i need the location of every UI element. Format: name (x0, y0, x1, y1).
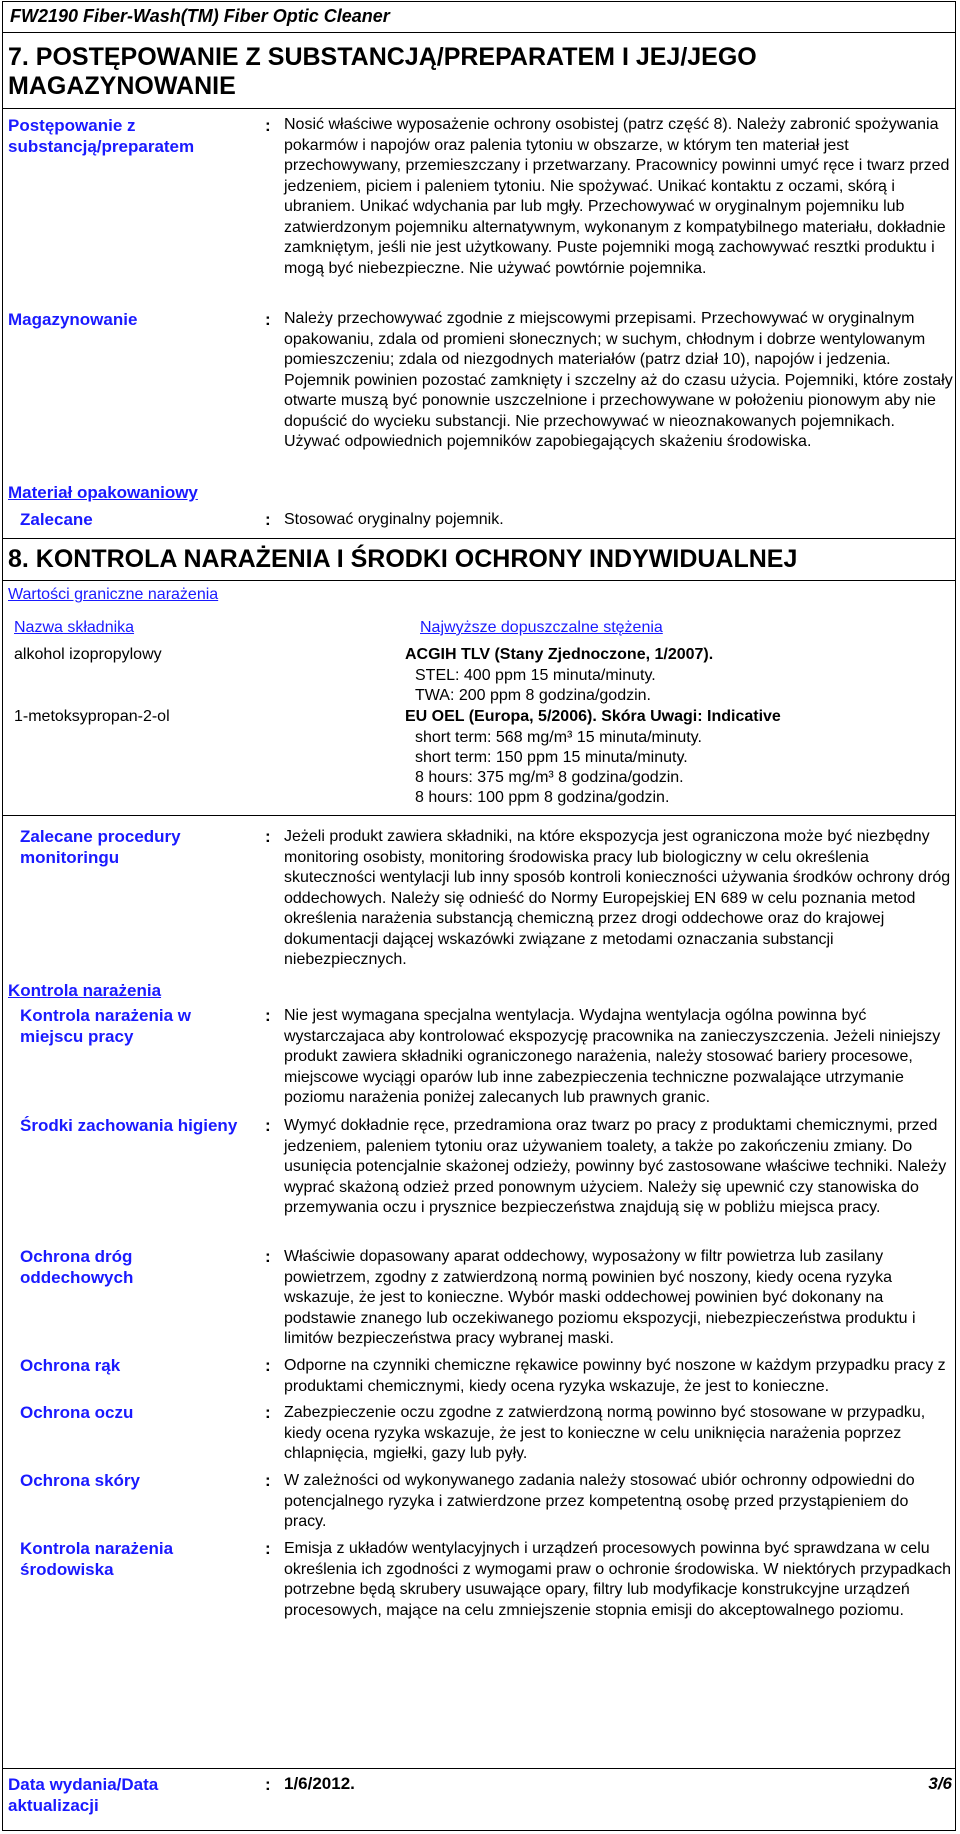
hands-label: Ochrona rąk (20, 1356, 121, 1375)
hands-text: Odporne na czynniki chemiczne rękawice powinny być noszone w każdym przypadku pracy z produktami chemicznymi, kiedy ocena ryzyka wskazuje, że jest to konieczne. (284, 1357, 946, 1395)
limits-table-divider (2, 815, 956, 816)
section-8-heading: 8. KONTROLA NARAŻENIA I ŚRODKI OCHRONY INDYWIDUALNEJ (8, 545, 798, 573)
environmental-text: Emisja z układów wentylacyjnych i urządzeń procesowych powinna być sprawdzana w celu określenia ich zgodności z wymogami praw o ochronie środowiska. W niektórych przypadkach potrzebne będą skrubery usuwające opary, filtry lub modyfikacje konstrukcyjne urządzeń procesowych, mające na celu zmniejszenie stopnia emisji do akceptowalnego poziomu. (284, 1540, 951, 1619)
footer-divider (2, 1768, 956, 1769)
handling-text: Nosić właściwe wyposażenie ochrony osobistej (patrz część 8). Należy zabronić spożywania pokarmów i napojów oraz palenia tytoniu w obszarze, w którym ten materiał jest przechowywany, przemieszczany i przetwarzany. Pracownicy powinni umyć ręce i twarz przed jedzeniem, piciem i paleniem tytoniu. Nie spożywać. Unikać kontaktu z oczami, skórą i ubraniem. Unikać wdychania par lub mgły. Przechowywać w oryginalnym pojemniku lub zatwierdzonym pojemniku alternatywnym, wykonanym z kompatybilnego materiału, dokładnie zamkniętym, jeśli nie jest użytkowany. Puste pojemniki mogą zachowywać resztki produktu i mogą być niebezpieczne. Nie używać powtórnie pojemnika. (284, 116, 950, 277)
colon: : (265, 116, 271, 135)
colon: : (265, 1471, 271, 1490)
colon: : (265, 1006, 271, 1025)
storage-text: Należy przechowywać zgodnie z miejscowymi przepisami. Przechowywać w oryginalnym opakowaniu, zdala od promieni słonecznych; w suchym, chłodnym i dobrze wentylowanym pomieszczeniu; zdala od niezgodnych materiałów (patrz dział 10), napojów i jedzenia. Pojemnik powinien pozostać zamknięty i szczelny aż do czasu użycia. Pojemniki, które zostały otwarte muszą być ponownie uszczelnione i przechowywane w położeniu pionowym aby nie dopuścić do wycieku substancji. Nie przechowywać w nieoznakowanych pojemnikach. Używać odpowiednich pojemników zapobiegających skażeniu środowiska. (284, 310, 953, 450)
recommended-text: Stosować oryginalny pojemnik. (284, 511, 504, 528)
colon: : (265, 1247, 271, 1266)
colon: : (265, 1403, 271, 1422)
limit-value: STEL: 400 ppm 15 minuta/minuty. (415, 667, 656, 684)
issue-date-label: Data wydania/Data aktualizacji (8, 1775, 159, 1815)
colon: : (265, 510, 271, 529)
respiratory-label: Ochrona dróg oddechowych (20, 1247, 134, 1287)
workplace-label: Kontrola narażenia w miejscu pracy (20, 1006, 191, 1046)
section-7-heading: 7. POSTĘPOWANIE Z SUBSTANCJĄ/PREPARATEM I JEJ/JEGO MAGAZYNOWANIE (8, 43, 757, 100)
column-header-name: Nazwa składnika (14, 619, 135, 636)
colon: : (265, 1116, 271, 1135)
hygiene-text: Wymyć dokładnie ręce, przedramiona oraz twarz po pracy z produktami chemicznymi, przed jedzeniem, paleniem tytoniu oraz używaniem toalety, a także po zakończeniu zmiany. Do usunięcia potencjalnie skażonej odzieży, powinny być zastosowane właściwe techniki. Należy wyprać skażoną odzież przed ponownym użyciem. Należy się upewnić czy stanowiska do przemywania oczu i prysznice bezpieczeństwa znajdują się w pobliżu miejsca pracy. (284, 1117, 947, 1216)
handling-label: Postępowanie z substancją/preparatem (8, 116, 195, 156)
limit-source: EU OEL (Europa, 5/2006). Skóra Uwagi: Indicative (405, 708, 781, 725)
environmental-label: Kontrola narażenia środowiska (20, 1539, 174, 1579)
monitoring-text: Jeżeli produkt zawiera składniki, na które ekspozycja jest ograniczona może być niezbędny monitoring osobisty, monitoring środowiska pracy lub biologiczny w celu określenia skuteczności wentylacji lub inny sposób kontroli konieczności używania środków ochrony dróg oddechowych. Należy się odnieść do Normy Europejskiej EN 689 w celu poznania metod określenia narażenia substancją chemiczną przez drogi oddechowe oraz do krajowej dokumentacji dającej wskazówki związane z metodami oznaczania substancji niebezpiecznych. (284, 828, 951, 968)
recommended-label: Zalecane (20, 510, 93, 529)
limit-value: short term: 568 mg/m³ 15 minuta/minuty. (415, 729, 702, 746)
document-title: FW2190 Fiber-Wash(TM) Fiber Optic Cleaner (10, 6, 390, 26)
colon: : (265, 1539, 271, 1558)
skin-text: W zależności od wykonywanego zadania należy stosować ubiór ochronny odpowiedni do potencjalnego ryzyka i zatwierdzone przez kompetentną osobę przed przystąpieniem do pracy. (284, 1472, 915, 1530)
workplace-text: Nie jest wymagana specjalna wentylacja. Wydajna wentylacja ogólna powinna być wystarczajaca aby kontrolować ekspozycję pracownika na zanieczyszczenia. Jeżeli niniejszy produkt zawiera składniki ograniczonego narażenia, należy stosować bariery procesowe, miejscowe wyciągi oparów lub inne zabezpieczenia techniczne pozwalające utrzymanie poziomu narażenia poniżej zalecanych lub prawnych granic. (284, 1007, 941, 1106)
respiratory-text: Właściwie dopasowany aparat oddechowy, wyposażony w filtr powietrza lub zasilany powietrzem, zgodny z zatwierdzoną normą powinien być noszony, kiedy ocena ryzyka wskazuje, że jest to konieczne. Wybór maski oddechowej powinien być dokonany na podstawie znanego lub oczekiwanego poziomu ekspozycji, niebezpieczeństwa produktu i limitów bezpieczeństwa pracy wybranej maski. (284, 1248, 916, 1347)
limit-value: TWA: 200 ppm 8 godzina/godzin. (415, 687, 651, 704)
colon: : (265, 827, 271, 846)
section-7-divider (2, 108, 956, 109)
packaging-label: Materiał opakowaniowy (8, 483, 198, 502)
page-number: 3/6 (928, 1774, 952, 1793)
eyes-label: Ochrona oczu (20, 1403, 134, 1422)
hygiene-label: Środki zachowania higieny (20, 1116, 238, 1135)
skin-label: Ochrona skóry (20, 1471, 140, 1490)
colon: : (265, 1356, 271, 1375)
section-8-top-divider (2, 538, 956, 539)
limit-value: 8 hours: 375 mg/m³ 8 godzina/godzin. (415, 769, 684, 786)
colon: : (265, 310, 271, 329)
section-8-divider (2, 580, 956, 581)
monitoring-label: Zalecane procedury monitoringu (20, 827, 181, 867)
colon: : (265, 1775, 271, 1794)
column-header-limit: Najwyższe dopuszczalne stężenia (420, 619, 663, 636)
ingredient-name: 1-metoksypropan-2-ol (14, 708, 170, 725)
limit-value: short term: 150 ppm 15 minuta/minuty. (415, 749, 688, 766)
ingredient-name: alkohol izopropylowy (14, 646, 162, 663)
exposure-limits-subheading: Wartości graniczne narażenia (8, 586, 219, 603)
eyes-text: Zabezpieczenie oczu zgodne z zatwierdzoną normą powinno być stosowane w przypadku, kiedy ocena ryzyka wskazuje, że jest to konieczne w celu uniknięcia narażenia poprzez chlapnięcia, mgiełki, gazy lub pyły. (284, 1404, 926, 1462)
limit-source: ACGIH TLV (Stany Zjednoczone, 1/2007). (405, 646, 714, 663)
header-bar (2, 1, 956, 33)
issue-date-value: 1/6/2012. (284, 1774, 355, 1793)
exposure-control-subheading: Kontrola narażenia (8, 981, 162, 1000)
limit-value: 8 hours: 100 ppm 8 godzina/godzin. (415, 789, 670, 806)
storage-label: Magazynowanie (8, 310, 138, 329)
